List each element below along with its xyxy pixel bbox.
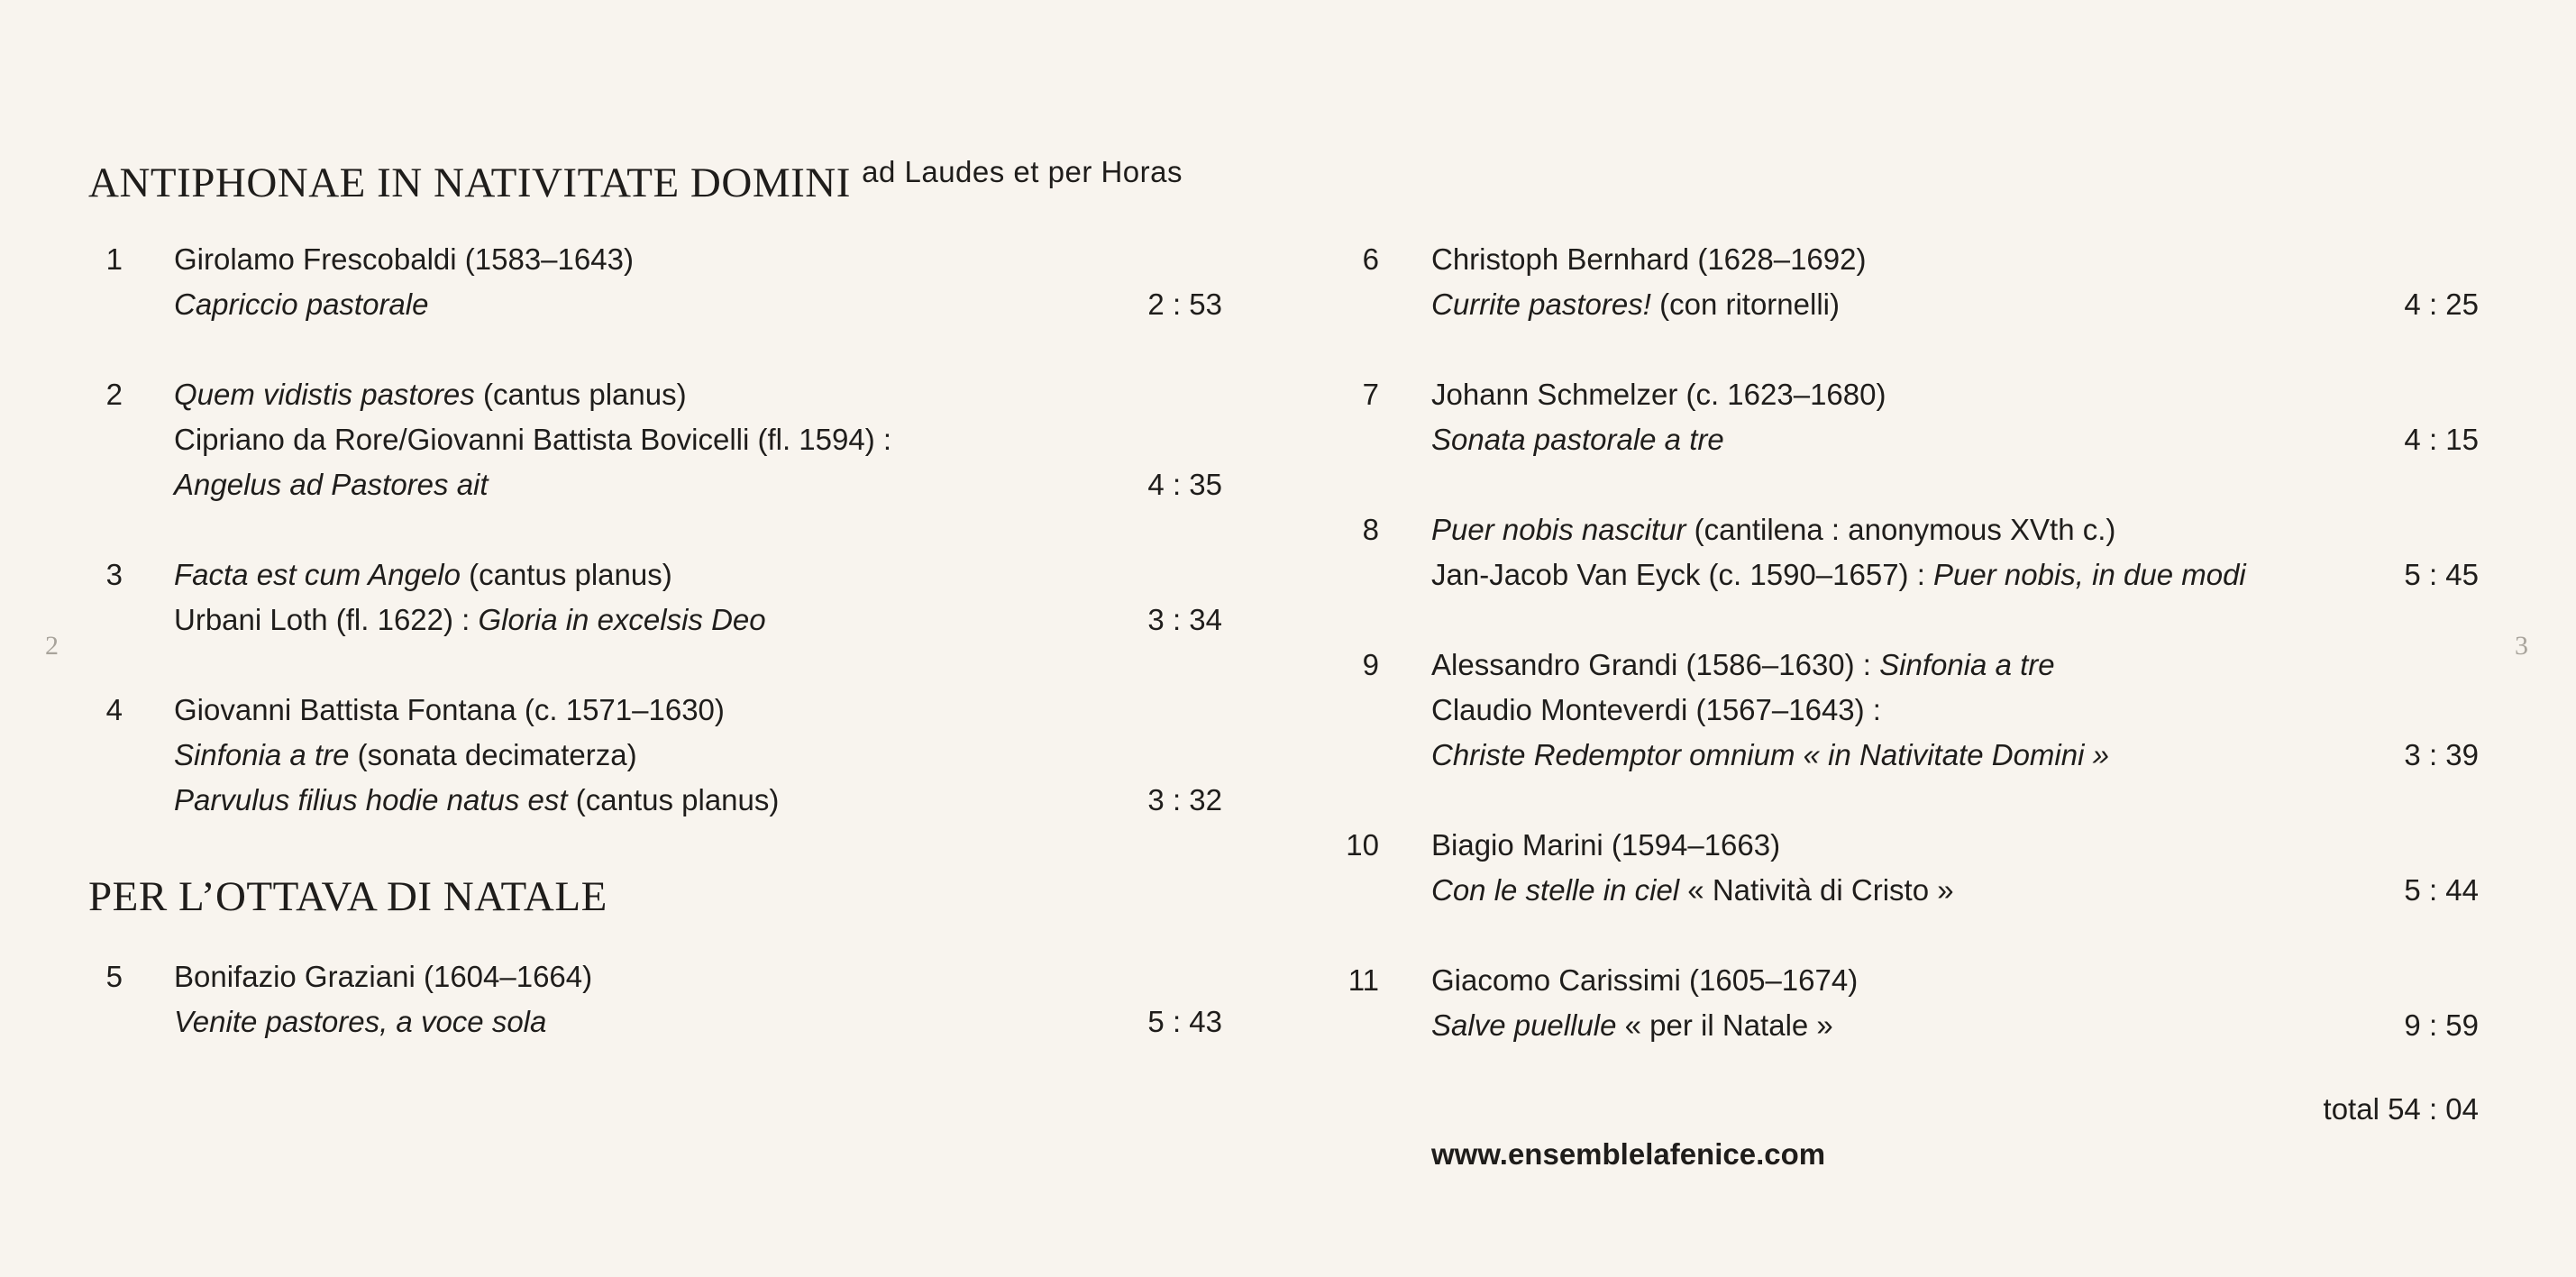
track-composer: Giovanni Battista Fontana (c. 1571–1630): [174, 693, 725, 726]
section-title-ottava: [88, 872, 607, 921]
track-work-title: Angelus ad Pastores ait: [174, 468, 489, 501]
section-title-antiphonae: [88, 155, 1183, 207]
track-work-title: Sinfonia a tre: [174, 738, 350, 771]
track-composer: Jan-Jacob Van Eyck (c. 1590–1657) :: [1431, 558, 1934, 591]
track-note: (cantilena : anonymous XVth c.): [1685, 513, 2116, 546]
track-composer: Christoph Bernhard (1628–1692): [1431, 242, 1867, 276]
track-composer: Johann Schmelzer (c. 1623–1680): [1431, 378, 1886, 411]
section-subtitle: ad Laudes et per Horas: [862, 155, 1183, 188]
track-work-title: Salve puellule: [1431, 1008, 1617, 1042]
track-work-title: Puer nobis, in due modi: [1933, 558, 2246, 591]
track-duration: 3 : 32: [1147, 783, 1222, 816]
track-duration: 4 : 15: [2404, 423, 2479, 456]
page-number-left: 2: [45, 631, 59, 661]
track-note: (cantus planus): [474, 378, 687, 411]
track-note: (cantus planus): [567, 783, 780, 816]
track-note: « Natività di Cristo »: [1679, 873, 1954, 907]
track-composer: Urbani Loth (fl. 1622) :: [174, 603, 479, 636]
track-composer: Claudio Monteverdi (1567–1643) :: [1431, 693, 1881, 726]
track-composer: Biagio Marini (1594–1663): [1431, 828, 1781, 862]
track-work-title: Quem vidistis pastores: [174, 378, 475, 411]
website-link[interactable]: www.ensemblelafenice.com: [1431, 1137, 1826, 1171]
track-work-title: Con le stelle in ciel: [1431, 873, 1680, 907]
track-work-title: Parvulus filius hodie natus est: [174, 783, 568, 816]
track-number: 4: [105, 693, 123, 726]
section-title-text: PER L’OTTAVA DI NATALE: [88, 873, 607, 920]
track-work-title: Puer nobis nascitur: [1431, 513, 1686, 546]
track-duration: 3 : 34: [1147, 603, 1222, 636]
track-duration: 2 : 53: [1147, 287, 1222, 321]
track-note: « per il Natale »: [1616, 1008, 1833, 1042]
track-note: (con ritornelli): [1650, 287, 1840, 321]
track-number: 9: [1362, 648, 1379, 681]
track-composer: Cipriano da Rore/Giovanni Battista Bovicelli (fl. 1594) :: [174, 423, 892, 456]
track-note: (sonata decimaterza): [349, 738, 637, 771]
track-duration: 4 : 35: [1147, 468, 1222, 501]
track-number: 11: [1347, 963, 1379, 997]
page-number-right: 3: [2515, 631, 2528, 661]
track-duration: 5 : 43: [1147, 1005, 1222, 1038]
track-composer: Alessandro Grandi (1586–1630) :: [1431, 648, 1880, 681]
track-number: 8: [1362, 513, 1379, 546]
track-work-title: Sinfonia a tre: [1879, 648, 2055, 681]
track-number: 7: [1362, 378, 1379, 411]
track-number: 10: [1346, 828, 1379, 862]
track-duration: 9 : 59: [2404, 1008, 2479, 1042]
track-composer: Girolamo Frescobaldi (1583–1643): [174, 242, 634, 276]
track-work-title: Sonata pastorale a tre: [1431, 423, 1724, 456]
track-number: 2: [105, 378, 123, 411]
track-work-title: Facta est cum Angelo: [174, 558, 461, 591]
track-composer: Giacomo Carissimi (1605–1674): [1431, 963, 1859, 997]
section-title-text: ANTIPHONAE IN NATIVITATE DOMINI: [88, 160, 851, 206]
track-number: 5: [105, 960, 123, 993]
track-duration: 3 : 39: [2404, 738, 2479, 771]
total-duration: total 54 : 04: [2323, 1092, 2479, 1126]
track-number: 6: [1362, 242, 1379, 276]
track-composer: Bonifazio Graziani (1604–1664): [174, 960, 593, 993]
track-note: (cantus planus): [460, 558, 672, 591]
track-work-title: Currite pastores!: [1431, 287, 1651, 321]
track-duration: 5 : 45: [2404, 558, 2479, 591]
track-number: 3: [105, 558, 123, 591]
track-duration: 4 : 25: [2404, 287, 2479, 321]
track-work-title: Capriccio pastorale: [174, 287, 429, 321]
track-work-title: Christe Redemptor omnium « in Nativitate Domini »: [1431, 738, 2109, 771]
track-work-title: Venite pastores, a voce sola: [174, 1005, 547, 1038]
track-number: 1: [105, 242, 123, 276]
track-work-title: Gloria in excelsis Deo: [478, 603, 766, 636]
track-duration: 5 : 44: [2404, 873, 2479, 907]
